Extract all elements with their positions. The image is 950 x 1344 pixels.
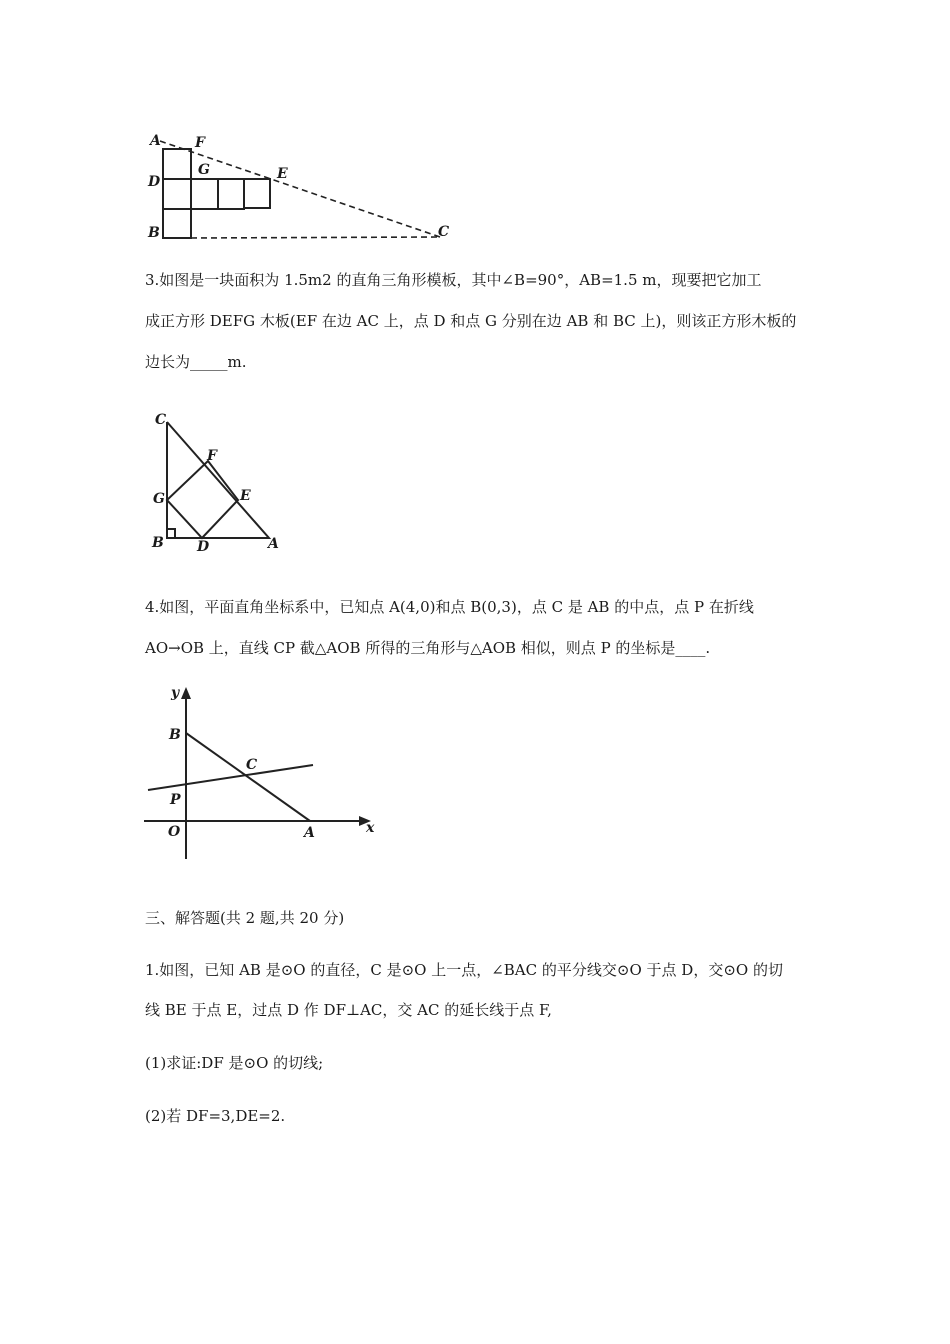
figure-right-triangle-square <box>140 405 290 555</box>
label-C: C <box>155 412 167 428</box>
label-A: A <box>268 536 279 552</box>
section-q1-part-1: (1)求证:DF 是⊙O 的切线; <box>145 1054 324 1072</box>
label-C: C <box>246 757 258 773</box>
label-x: x <box>366 820 375 836</box>
label-E: E <box>240 488 251 504</box>
label-E: E <box>277 166 288 182</box>
question-4-line-1: 4.如图，平面直角坐标系中，已知点 A(4,0)和点 B(0,3)，点 C 是 AB 的中点，点 P 在折线 <box>145 598 754 616</box>
label-B: B <box>148 225 160 241</box>
label-C: C <box>438 224 450 240</box>
label-F: F <box>195 135 205 151</box>
label-P: P <box>170 792 181 808</box>
section-q1-line-2: 线 BE 于点 E，过点 D 作 DF⊥AC，交 AC 的延长线于点 F, <box>145 1001 552 1019</box>
section-heading: 三、解答题(共 2 题,共 20 分) <box>145 909 345 927</box>
label-B: B <box>169 727 181 743</box>
figure-coordinate-plane <box>140 683 380 863</box>
question-3-line-2: 成正方形 DEFG 木板(EF 在边 AC 上，点 D 和点 G 分别在边 AB 和 BC 上)，则该正方形木板的 <box>145 312 797 330</box>
label-O: O <box>168 824 181 840</box>
label-A: A <box>150 133 161 149</box>
label-B: B <box>152 535 164 551</box>
label-G: G <box>198 162 210 178</box>
label-G: G <box>153 491 165 507</box>
label-A: A <box>304 825 315 841</box>
figure-squares-triangle <box>140 128 460 248</box>
question-3-line-3: 边长为_____m. <box>145 353 247 371</box>
section-q1-line-1: 1.如图，已知 AB 是⊙O 的直径，C 是⊙O 上一点，∠BAC 的平分线交⊙O 于点 D，交⊙O 的切 <box>145 961 783 979</box>
label-y: y <box>171 685 180 701</box>
label-F: F <box>207 448 217 464</box>
question-3-line-1: 3.如图是一块面积为 1.5m2 的直角三角形模板，其中∠B=90°，AB=1.5 m，现要把它加工 <box>145 271 762 289</box>
label-D: D <box>197 539 210 555</box>
section-q1-part-2: (2)若 DF=3,DE=2. <box>145 1107 286 1125</box>
question-4-line-2: AO→OB 上，直线 CP 截△AOB 所得的三角形与△AOB 相似，则点 P 的坐标是____. <box>145 639 711 657</box>
label-D: D <box>148 174 161 190</box>
